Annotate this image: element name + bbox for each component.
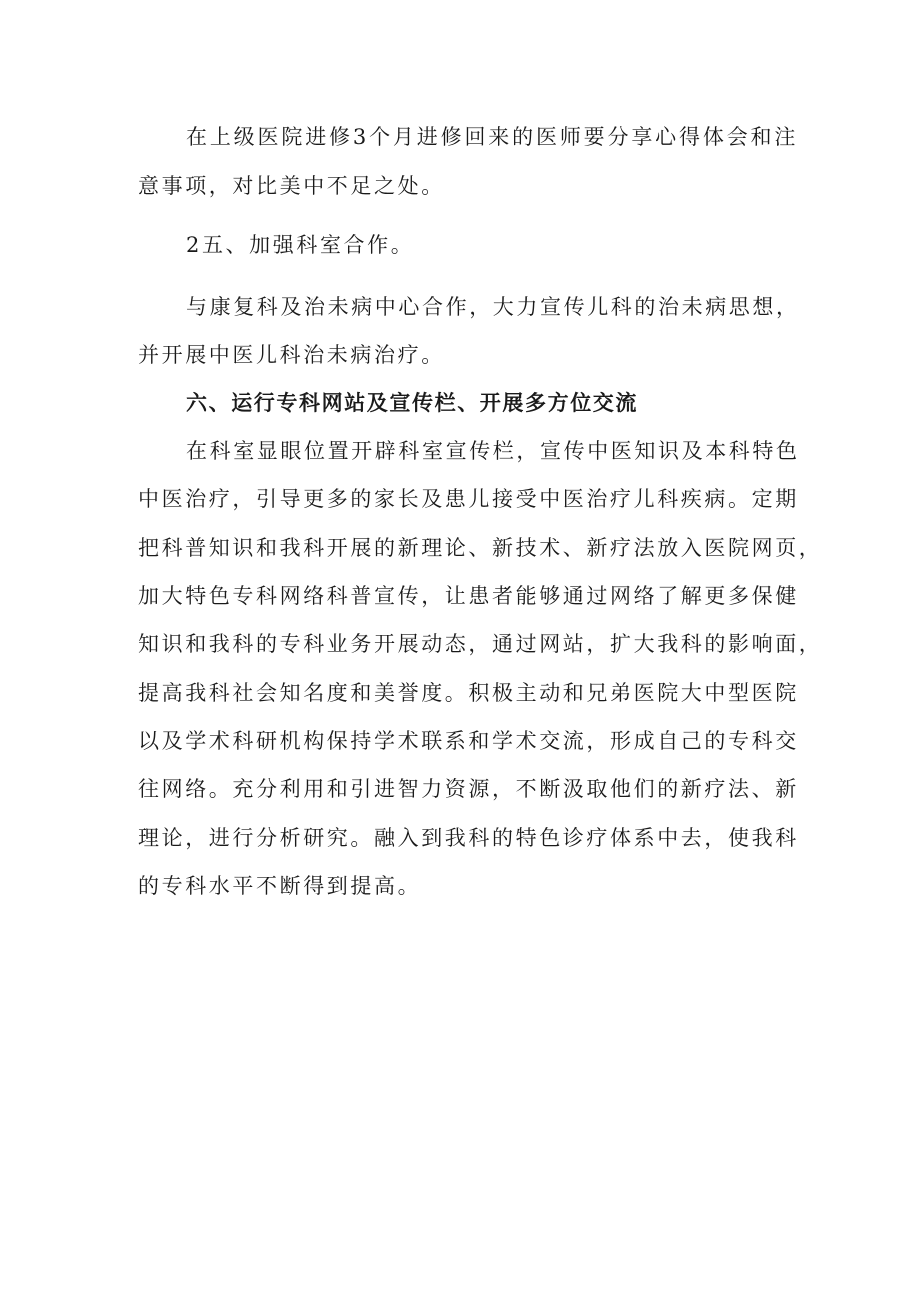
paragraph-publicity-line-4: 加大特色专科网络科普宣传，让患者能够通过网络了解更多保健 (138, 584, 799, 608)
paragraph-publicity-line-6: 提高我科社会知名度和美誉度。积极主动和兄弟医院大中型医院 (138, 681, 799, 705)
paragraph-cooperation-line-1: 与康复科及治未病中心合作，大力宣传儿科的治未病思想， (186, 295, 800, 319)
paragraph-publicity-line-5: 知识和我科的专科业务开展动态，通过网站，扩大我科的影响面， (138, 632, 823, 656)
paragraph-publicity-line-2: 中医治疗，引导更多的家长及患儿接受中医治疗儿科疾病。定期 (138, 487, 799, 511)
paragraph-training-line-2: 意事项，对比美中不足之处。 (138, 174, 445, 198)
paragraph-publicity-line-7: 以及学术科研机构保持学术联系和学术交流，形成自己的专科交 (138, 729, 799, 753)
paragraph-publicity-line-9: 理论，进行分析研究。融入到我科的特色诊疗体系中去，使我科 (138, 826, 799, 850)
section-five-heading: 2五、加强科室合作。 (186, 233, 415, 257)
section-six-heading: 六、运行专科网站及宣传栏、开展多方位交流 (186, 391, 638, 415)
paragraph-training-line-1: 在上级医院进修3个月进修回来的医师要分享心得体会和注 (186, 125, 798, 149)
paragraph-publicity-line-1: 在科室显眼位置开辟科室宣传栏，宣传中医知识及本科特色 (186, 439, 800, 463)
paragraph-publicity-line-8: 往网络。充分利用和引进智力资源，不断汲取他们的新疗法、新 (138, 777, 799, 801)
paragraph-cooperation-line-2: 并开展中医儿科治未病治疗。 (138, 343, 445, 367)
paragraph-publicity-line-3: 把科普知识和我科开展的新理论、新技术、新疗法放入医院网页， (138, 536, 823, 560)
paragraph-publicity-line-10: 的专科水平不断得到提高。 (138, 874, 422, 898)
